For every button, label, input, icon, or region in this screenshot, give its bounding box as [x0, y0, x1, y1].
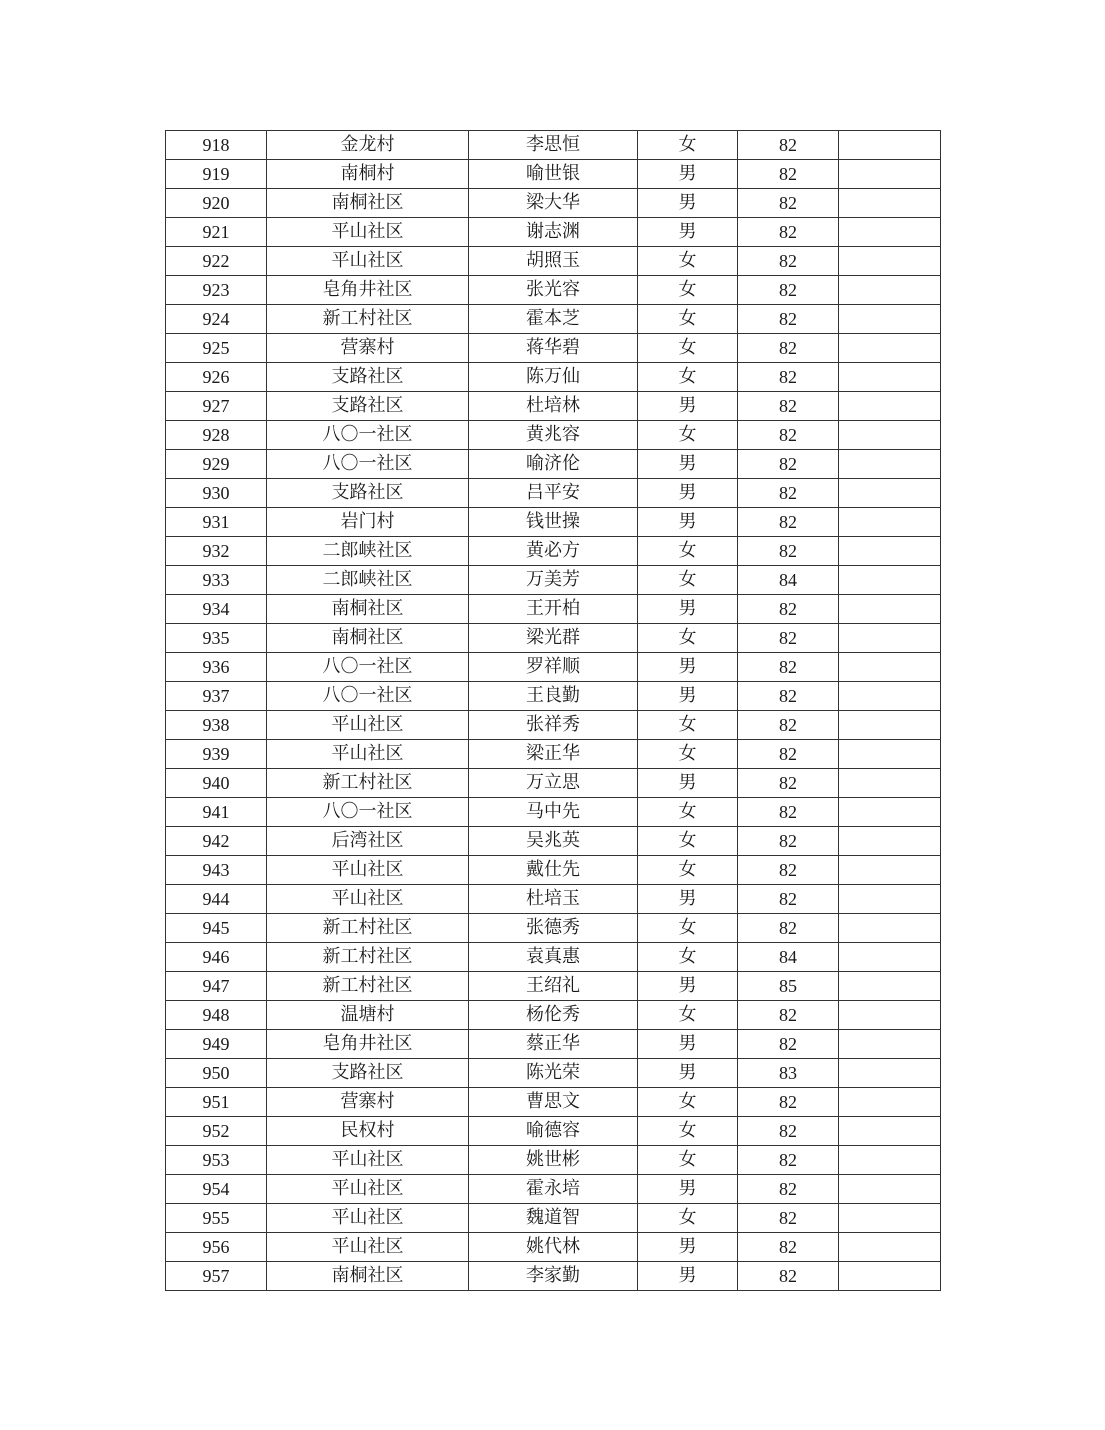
cell-name: 姚世彬	[469, 1146, 638, 1175]
cell-note	[839, 682, 941, 711]
cell-number: 945	[166, 914, 267, 943]
cell-name: 梁大华	[469, 189, 638, 218]
cell-number: 921	[166, 218, 267, 247]
cell-number: 924	[166, 305, 267, 334]
table-row	[166, 218, 941, 247]
cell-gender: 女	[638, 740, 738, 769]
cell-note	[839, 1117, 941, 1146]
cell-name: 黄兆容	[469, 421, 638, 450]
table-row	[166, 943, 941, 972]
cell-number: 922	[166, 247, 267, 276]
cell-number: 952	[166, 1117, 267, 1146]
cell-number: 919	[166, 160, 267, 189]
cell-community: 温塘村	[267, 1001, 469, 1030]
cell-age: 82	[738, 247, 839, 276]
cell-note	[839, 392, 941, 421]
cell-age: 82	[738, 769, 839, 798]
cell-note	[839, 189, 941, 218]
cell-number: 957	[166, 1262, 267, 1291]
cell-community: 新工村社区	[267, 914, 469, 943]
cell-name: 袁真惠	[469, 943, 638, 972]
cell-name: 张光容	[469, 276, 638, 305]
cell-community: 新工村社区	[267, 943, 469, 972]
cell-number: 930	[166, 479, 267, 508]
cell-note	[839, 1001, 941, 1030]
cell-note	[839, 508, 941, 537]
table-row	[166, 856, 941, 885]
cell-gender: 男	[638, 682, 738, 711]
cell-age: 82	[738, 189, 839, 218]
cell-name: 李家勤	[469, 1262, 638, 1291]
cell-gender: 男	[638, 595, 738, 624]
cell-gender: 男	[638, 160, 738, 189]
table-row	[166, 1175, 941, 1204]
table-row	[166, 247, 941, 276]
cell-gender: 男	[638, 1233, 738, 1262]
cell-age: 82	[738, 624, 839, 653]
cell-gender: 女	[638, 798, 738, 827]
cell-gender: 男	[638, 1059, 738, 1088]
cell-community: 八〇一社区	[267, 798, 469, 827]
cell-gender: 女	[638, 305, 738, 334]
cell-name: 罗祥顺	[469, 653, 638, 682]
cell-gender: 男	[638, 1030, 738, 1059]
cell-community: 民权村	[267, 1117, 469, 1146]
cell-age: 82	[738, 479, 839, 508]
cell-community: 平山社区	[267, 740, 469, 769]
cell-name: 马中先	[469, 798, 638, 827]
cell-age: 82	[738, 508, 839, 537]
cell-age: 82	[738, 1001, 839, 1030]
cell-age: 82	[738, 1146, 839, 1175]
cell-community: 岩门村	[267, 508, 469, 537]
cell-note	[839, 972, 941, 1001]
cell-number: 935	[166, 624, 267, 653]
cell-age: 82	[738, 682, 839, 711]
cell-note	[839, 827, 941, 856]
cell-gender: 女	[638, 856, 738, 885]
cell-name: 王良勤	[469, 682, 638, 711]
cell-age: 82	[738, 276, 839, 305]
cell-note	[839, 1233, 941, 1262]
cell-community: 八〇一社区	[267, 450, 469, 479]
cell-number: 946	[166, 943, 267, 972]
table-row	[166, 189, 941, 218]
cell-gender: 男	[638, 189, 738, 218]
cell-community: 平山社区	[267, 885, 469, 914]
cell-community: 平山社区	[267, 1233, 469, 1262]
cell-community: 八〇一社区	[267, 653, 469, 682]
cell-age: 82	[738, 1117, 839, 1146]
cell-number: 923	[166, 276, 267, 305]
table-row	[166, 682, 941, 711]
cell-age: 82	[738, 1233, 839, 1262]
cell-age: 82	[738, 363, 839, 392]
cell-note	[839, 711, 941, 740]
cell-community: 平山社区	[267, 856, 469, 885]
table-row	[166, 566, 941, 595]
cell-age: 82	[738, 740, 839, 769]
cell-age: 82	[738, 1262, 839, 1291]
table-row	[166, 334, 941, 363]
table-row	[166, 479, 941, 508]
cell-number: 956	[166, 1233, 267, 1262]
table-row	[166, 653, 941, 682]
cell-number: 950	[166, 1059, 267, 1088]
cell-number: 941	[166, 798, 267, 827]
table-row	[166, 595, 941, 624]
cell-note	[839, 885, 941, 914]
cell-gender: 男	[638, 885, 738, 914]
cell-gender: 男	[638, 1262, 738, 1291]
cell-name: 杨伦秀	[469, 1001, 638, 1030]
cell-number: 928	[166, 421, 267, 450]
table-row	[166, 1088, 941, 1117]
cell-name: 王绍礼	[469, 972, 638, 1001]
cell-note	[839, 1088, 941, 1117]
cell-number: 953	[166, 1146, 267, 1175]
cell-note	[839, 798, 941, 827]
table-row	[166, 363, 941, 392]
cell-note	[839, 305, 941, 334]
cell-number: 948	[166, 1001, 267, 1030]
cell-name: 胡照玉	[469, 247, 638, 276]
cell-gender: 女	[638, 827, 738, 856]
table-row	[166, 885, 941, 914]
cell-name: 梁光群	[469, 624, 638, 653]
cell-gender: 男	[638, 218, 738, 247]
cell-number: 925	[166, 334, 267, 363]
cell-age: 82	[738, 392, 839, 421]
table-row	[166, 827, 941, 856]
cell-name: 杜培玉	[469, 885, 638, 914]
cell-community: 皂角井社区	[267, 276, 469, 305]
cell-note	[839, 624, 941, 653]
cell-number: 927	[166, 392, 267, 421]
cell-age: 82	[738, 595, 839, 624]
cell-age: 82	[738, 160, 839, 189]
cell-gender: 女	[638, 1117, 738, 1146]
cell-number: 949	[166, 1030, 267, 1059]
table-row	[166, 1262, 941, 1291]
table-row	[166, 711, 941, 740]
cell-number: 934	[166, 595, 267, 624]
cell-age: 82	[738, 218, 839, 247]
cell-community: 新工村社区	[267, 769, 469, 798]
cell-note	[839, 218, 941, 247]
table-row	[166, 769, 941, 798]
cell-note	[839, 537, 941, 566]
cell-community: 平山社区	[267, 247, 469, 276]
cell-name: 霍永培	[469, 1175, 638, 1204]
cell-name: 张祥秀	[469, 711, 638, 740]
cell-note	[839, 247, 941, 276]
cell-number: 943	[166, 856, 267, 885]
cell-name: 钱世操	[469, 508, 638, 537]
cell-gender: 女	[638, 914, 738, 943]
cell-name: 万立思	[469, 769, 638, 798]
cell-community: 平山社区	[267, 1175, 469, 1204]
cell-name: 戴仕先	[469, 856, 638, 885]
cell-age: 82	[738, 885, 839, 914]
table-row	[166, 131, 941, 160]
cell-name: 陈万仙	[469, 363, 638, 392]
cell-gender: 女	[638, 421, 738, 450]
cell-gender: 男	[638, 392, 738, 421]
cell-age: 82	[738, 711, 839, 740]
table-row	[166, 1001, 941, 1030]
cell-note	[839, 1204, 941, 1233]
cell-note	[839, 1146, 941, 1175]
cell-age: 82	[738, 450, 839, 479]
cell-name: 万美芳	[469, 566, 638, 595]
cell-gender: 女	[638, 1204, 738, 1233]
cell-gender: 女	[638, 1088, 738, 1117]
cell-community: 二郎峡社区	[267, 566, 469, 595]
cell-number: 944	[166, 885, 267, 914]
cell-age: 82	[738, 1088, 839, 1117]
roster-table	[165, 130, 941, 1291]
cell-number: 942	[166, 827, 267, 856]
cell-age: 82	[738, 914, 839, 943]
cell-community: 平山社区	[267, 1204, 469, 1233]
table-row	[166, 392, 941, 421]
cell-community: 南桐村	[267, 160, 469, 189]
cell-name: 蔡正华	[469, 1030, 638, 1059]
cell-gender: 女	[638, 276, 738, 305]
table-row	[166, 537, 941, 566]
cell-gender: 女	[638, 711, 738, 740]
table-row	[166, 1204, 941, 1233]
cell-number: 920	[166, 189, 267, 218]
table-row	[166, 914, 941, 943]
cell-gender: 女	[638, 1001, 738, 1030]
cell-number: 918	[166, 131, 267, 160]
table-row	[166, 1117, 941, 1146]
cell-age: 82	[738, 856, 839, 885]
cell-age: 83	[738, 1059, 839, 1088]
cell-community: 支路社区	[267, 1059, 469, 1088]
cell-gender: 男	[638, 479, 738, 508]
cell-number: 933	[166, 566, 267, 595]
cell-age: 82	[738, 131, 839, 160]
table-row	[166, 798, 941, 827]
cell-note	[839, 595, 941, 624]
cell-name: 梁正华	[469, 740, 638, 769]
cell-gender: 女	[638, 363, 738, 392]
cell-note	[839, 1059, 941, 1088]
cell-community: 平山社区	[267, 218, 469, 247]
table-row	[166, 305, 941, 334]
cell-community: 营寨村	[267, 1088, 469, 1117]
table-row	[166, 1030, 941, 1059]
cell-name: 吴兆英	[469, 827, 638, 856]
cell-age: 82	[738, 305, 839, 334]
roster-table-body	[166, 131, 941, 1291]
cell-name: 喻德容	[469, 1117, 638, 1146]
cell-note	[839, 856, 941, 885]
cell-community: 南桐社区	[267, 624, 469, 653]
cell-age: 82	[738, 653, 839, 682]
cell-number: 936	[166, 653, 267, 682]
cell-age: 82	[738, 798, 839, 827]
cell-note	[839, 740, 941, 769]
cell-number: 926	[166, 363, 267, 392]
cell-note	[839, 1175, 941, 1204]
cell-gender: 男	[638, 508, 738, 537]
cell-community: 八〇一社区	[267, 682, 469, 711]
cell-name: 王开柏	[469, 595, 638, 624]
cell-note	[839, 363, 941, 392]
cell-note	[839, 160, 941, 189]
cell-note	[839, 653, 941, 682]
cell-name: 曹思文	[469, 1088, 638, 1117]
cell-community: 新工村社区	[267, 305, 469, 334]
cell-community: 平山社区	[267, 1146, 469, 1175]
cell-note	[839, 276, 941, 305]
cell-name: 魏道智	[469, 1204, 638, 1233]
cell-community: 支路社区	[267, 479, 469, 508]
cell-note	[839, 334, 941, 363]
cell-name: 黄必方	[469, 537, 638, 566]
cell-gender: 女	[638, 131, 738, 160]
cell-name: 霍本芝	[469, 305, 638, 334]
cell-name: 喻济伦	[469, 450, 638, 479]
table-row	[166, 1233, 941, 1262]
table-row	[166, 1146, 941, 1175]
cell-note	[839, 131, 941, 160]
table-row	[166, 740, 941, 769]
cell-note	[839, 943, 941, 972]
cell-age: 84	[738, 943, 839, 972]
cell-number: 932	[166, 537, 267, 566]
cell-number: 955	[166, 1204, 267, 1233]
cell-gender: 女	[638, 943, 738, 972]
cell-community: 新工村社区	[267, 972, 469, 1001]
cell-age: 82	[738, 1175, 839, 1204]
cell-community: 皂角井社区	[267, 1030, 469, 1059]
cell-gender: 男	[638, 653, 738, 682]
cell-name: 蒋华碧	[469, 334, 638, 363]
cell-gender: 女	[638, 537, 738, 566]
table-row	[166, 276, 941, 305]
table-row	[166, 421, 941, 450]
cell-gender: 男	[638, 972, 738, 1001]
cell-number: 931	[166, 508, 267, 537]
cell-age: 85	[738, 972, 839, 1001]
cell-community: 后湾社区	[267, 827, 469, 856]
table-row	[166, 972, 941, 1001]
cell-name: 李思恒	[469, 131, 638, 160]
cell-number: 938	[166, 711, 267, 740]
cell-note	[839, 421, 941, 450]
cell-age: 82	[738, 537, 839, 566]
cell-community: 平山社区	[267, 711, 469, 740]
cell-name: 陈光荣	[469, 1059, 638, 1088]
table-row	[166, 450, 941, 479]
cell-gender: 男	[638, 450, 738, 479]
table-row	[166, 508, 941, 537]
cell-age: 84	[738, 566, 839, 595]
cell-community: 金龙村	[267, 131, 469, 160]
cell-community: 支路社区	[267, 392, 469, 421]
cell-note	[839, 566, 941, 595]
cell-community: 南桐社区	[267, 595, 469, 624]
cell-note	[839, 914, 941, 943]
cell-gender: 女	[638, 624, 738, 653]
cell-community: 南桐社区	[267, 1262, 469, 1291]
cell-age: 82	[738, 1204, 839, 1233]
cell-community: 八〇一社区	[267, 421, 469, 450]
cell-community: 南桐社区	[267, 189, 469, 218]
cell-note	[839, 769, 941, 798]
cell-note	[839, 1262, 941, 1291]
cell-note	[839, 479, 941, 508]
cell-name: 吕平安	[469, 479, 638, 508]
cell-note	[839, 1030, 941, 1059]
cell-note	[839, 450, 941, 479]
cell-name: 杜培林	[469, 392, 638, 421]
cell-name: 谢志渊	[469, 218, 638, 247]
cell-age: 82	[738, 827, 839, 856]
cell-community: 营寨村	[267, 334, 469, 363]
cell-number: 947	[166, 972, 267, 1001]
cell-number: 951	[166, 1088, 267, 1117]
cell-age: 82	[738, 1030, 839, 1059]
cell-name: 张德秀	[469, 914, 638, 943]
cell-number: 940	[166, 769, 267, 798]
table-row	[166, 624, 941, 653]
cell-gender: 女	[638, 1146, 738, 1175]
cell-gender: 女	[638, 334, 738, 363]
cell-number: 929	[166, 450, 267, 479]
cell-gender: 男	[638, 1175, 738, 1204]
cell-age: 82	[738, 334, 839, 363]
cell-number: 954	[166, 1175, 267, 1204]
cell-age: 82	[738, 421, 839, 450]
cell-gender: 女	[638, 247, 738, 276]
cell-number: 937	[166, 682, 267, 711]
cell-gender: 男	[638, 769, 738, 798]
cell-gender: 女	[638, 566, 738, 595]
cell-number: 939	[166, 740, 267, 769]
table-row	[166, 160, 941, 189]
cell-community: 二郎峡社区	[267, 537, 469, 566]
cell-name: 姚代林	[469, 1233, 638, 1262]
cell-name: 喻世银	[469, 160, 638, 189]
table-row	[166, 1059, 941, 1088]
cell-community: 支路社区	[267, 363, 469, 392]
